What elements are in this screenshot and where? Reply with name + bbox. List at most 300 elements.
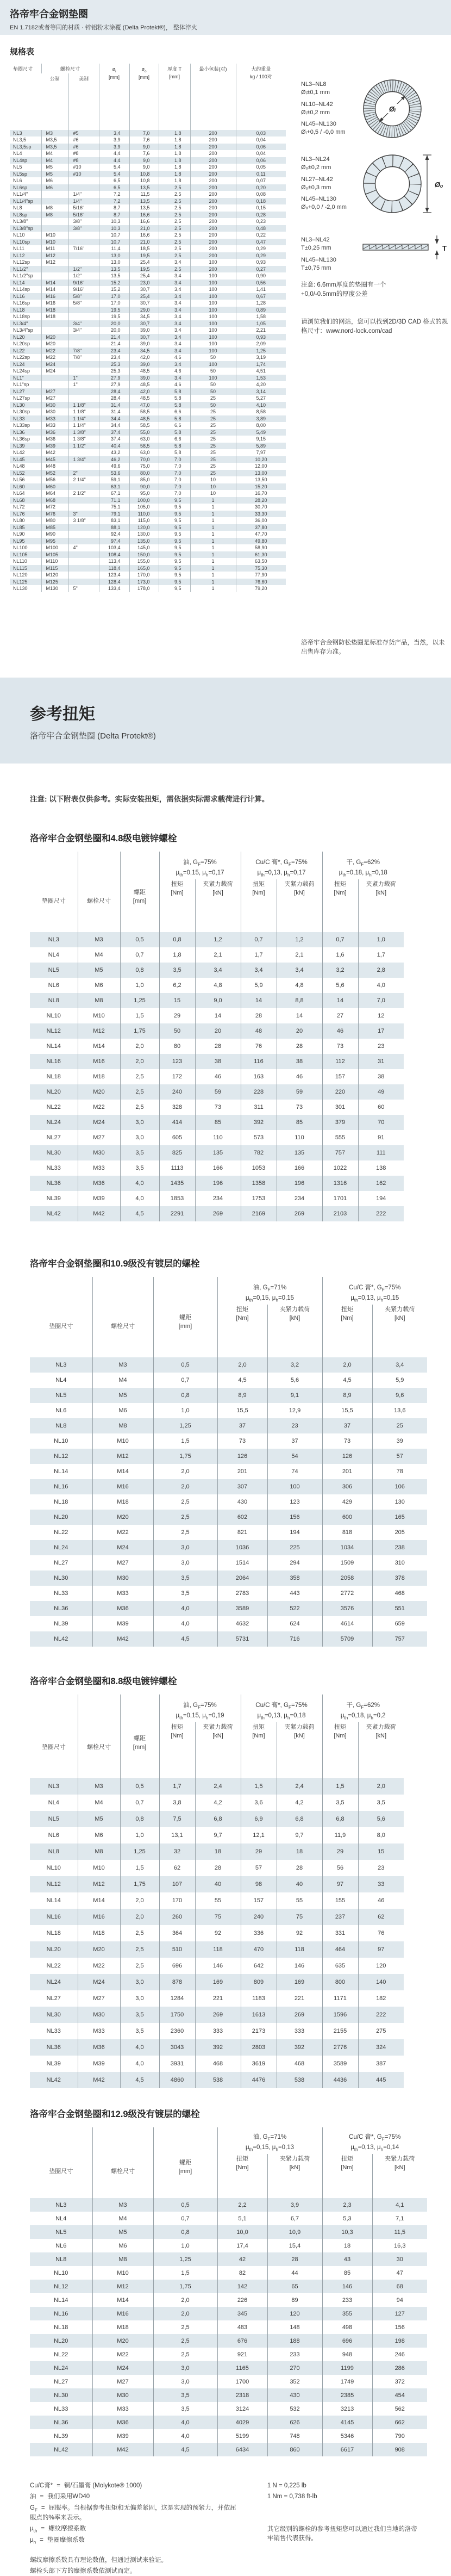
spec-cell: 0,04 (236, 150, 286, 157)
legend-text: 垫圈摩擦系数 (47, 2537, 85, 2544)
torque-cell: 414 (159, 1115, 195, 1130)
spec-cell: 58,90 (236, 544, 286, 551)
torque-cell: M39 (78, 1191, 120, 1206)
spec-cell: 6,6 (159, 436, 190, 443)
torque-cell: 4860 (159, 2072, 195, 2088)
col-pitch: 螺距 [mm] (153, 2127, 217, 2198)
torque-cell: 878 (159, 1974, 195, 1990)
spec-row (10, 565, 286, 572)
torque-cell: M20 (78, 1084, 120, 1100)
lubricant-name: Cu/C 膏* (349, 1284, 374, 1292)
torque-cell: 3,5 (159, 963, 195, 978)
torque-cell: M16 (78, 1909, 120, 1925)
spec-cell: 13,0 (99, 259, 129, 266)
torque-row (30, 2334, 427, 2348)
torque-cell: 49 (358, 1084, 404, 1100)
torque-cell: 498 (322, 2320, 372, 2334)
spec-row (10, 266, 286, 273)
group-line2: $\mu_{th}=0,15$, $\mu_h=0,15$ (245, 1294, 295, 1302)
torque-cell: 551 (372, 1601, 427, 1616)
group-line1: 干, $G_F=62\%$ (346, 859, 380, 867)
torque-cell: 10,3 (322, 2225, 372, 2239)
spec-cell: 200 (190, 245, 236, 252)
torque-cell: 2,2 (217, 2198, 267, 2212)
spec-cell: 100 (190, 300, 236, 307)
torque-cell: 5346 (322, 2429, 372, 2443)
spec-cell: 1,8 (159, 150, 190, 157)
spec-cell (68, 463, 99, 470)
torque-table-section-88 (30, 1674, 451, 2088)
spec-cell: 10 (190, 476, 236, 483)
torque-cell: 1,5 (153, 1433, 217, 1449)
torque-cell: 18 (277, 1843, 322, 1860)
spec-cell: 1 1/2" (68, 443, 99, 450)
torque-cell: 3589 (322, 2056, 358, 2072)
spec-cell: 200 (190, 144, 236, 151)
torque-cell: 662 (372, 2416, 427, 2429)
torque-cell: 110 (195, 1130, 241, 1145)
torque-cell: M6 (78, 1827, 120, 1843)
torque-cell: 73 (277, 1100, 322, 1115)
torque-row (30, 2023, 404, 2039)
spec-cell: NL1/4" (13, 191, 28, 197)
torque-row (30, 1586, 427, 1601)
spec-cell: 100 (190, 340, 236, 347)
torque-cell: 8,9 (322, 1388, 372, 1403)
torque-cell: 483 (217, 2320, 267, 2334)
spec-cell: NL14sp (13, 287, 30, 293)
equals-sign: = (41, 2504, 45, 2511)
torque-cell: 234 (277, 1191, 322, 1206)
spec-cell: NL5 (13, 164, 22, 170)
torque-cell: 246 (372, 2348, 427, 2361)
spec-cell: 5,89 (236, 443, 286, 450)
spec-cell: 5,8 (159, 395, 190, 402)
spec-cell: M11 (41, 245, 68, 252)
torque-cell: M33 (78, 1160, 120, 1176)
torque-cell: 555 (322, 1130, 358, 1145)
torque-cell: 522 (267, 1601, 322, 1616)
torque-row (30, 1811, 404, 1827)
spec-cell: 5" (68, 585, 99, 592)
torque-cell: 468 (372, 1586, 427, 1601)
torque-cell: NL10 (54, 2269, 68, 2276)
col-torque: 扭矩 [Nm] (159, 1722, 195, 1778)
torque-cell: 4,0 (153, 1616, 217, 1631)
spec-cell: NL56 (13, 477, 25, 483)
torque-cell: NL18 (46, 1930, 61, 1936)
torque-cell: NL14 (54, 2296, 68, 2304)
torque-cell: M22 (78, 1958, 120, 1974)
spec-row (10, 381, 286, 388)
spec-row (10, 198, 286, 205)
spec-cell: NL33 (13, 415, 25, 421)
torque-row (30, 1540, 427, 1555)
col-thickness: 厚度 T [mm] (159, 64, 190, 130)
torque-cell: M42 (92, 2443, 153, 2456)
torque-cell: NL3 (55, 1362, 67, 1368)
lubrication-group-header (217, 1277, 322, 1305)
torque-row (30, 1631, 427, 1647)
lubrication-group-header (322, 852, 404, 879)
torque-cell: 4,0 (120, 1176, 159, 1191)
torque-cell: 60 (358, 1100, 404, 1115)
torque-cell: 156 (372, 2320, 427, 2334)
spec-cell (68, 388, 99, 395)
spec-cell: #8 (68, 150, 99, 157)
torque-cell: 85 (195, 1115, 241, 1130)
spec-cell: 1 (190, 538, 236, 545)
spec-cell: 9,5 (159, 579, 190, 586)
torque-row (30, 2307, 427, 2320)
torque-cell: 2,1 (195, 947, 241, 963)
spec-cell: 200 (190, 212, 236, 219)
conversion-line: 1 Nm = 0,738 ft-lb (267, 2493, 317, 2500)
torque-cell: NL5 (48, 1816, 59, 1822)
spec-cell: 10,7 (99, 239, 129, 246)
col-outer-diameter: $ø_o$ [mm] (129, 64, 159, 130)
spec-cell (68, 538, 99, 545)
torque-cell: 40 (195, 1876, 241, 1892)
lubricant-name: 油 (183, 1702, 190, 1709)
col-pitch: 螺距 [mm] (153, 1277, 217, 1357)
torque-row (30, 2056, 404, 2072)
torque-cell: M12 (92, 1449, 153, 1464)
spec-cell: NL1/2" (13, 266, 28, 272)
spec-row (10, 483, 286, 491)
spec-cell: NL8sp (13, 212, 28, 218)
torque-cell: M27 (78, 1130, 120, 1145)
tolerance-value: Øᵢ±0,2 mm (301, 109, 330, 116)
torque-row (30, 2348, 427, 2361)
spec-cell: 21,4 (99, 340, 129, 347)
torque-table-109 (30, 1277, 427, 1647)
col-washer-size: 垫圈尺寸 (41, 1744, 66, 1751)
torque-cell: 4145 (322, 2416, 372, 2429)
torque-cell: 532 (267, 2402, 322, 2416)
torque-row (30, 1176, 404, 1191)
spec-cell: 0,05 (236, 164, 286, 171)
yield-ratio: 75% (204, 859, 217, 866)
spec-row (10, 558, 286, 565)
spec-cell: 18,5 (129, 245, 159, 252)
spec-cell: 1,8 (159, 164, 190, 171)
torque-cell: 126 (217, 1449, 267, 1464)
spec-row (10, 320, 286, 327)
mu-thread: 0,18 (349, 869, 362, 876)
torque-cell: 112 (322, 1054, 358, 1069)
torque-cell: M10 (78, 1008, 120, 1023)
torque-cell: NL6 (55, 2242, 67, 2249)
spec-cell: NL36 (13, 429, 25, 435)
torque-cell: 860 (267, 2443, 322, 2456)
torque-cell: 42 (217, 2252, 267, 2266)
torque-cell: M30 (78, 1145, 120, 1160)
spec-cell: 0,07 (236, 177, 286, 184)
spec-cell: 100 (190, 320, 236, 327)
spec-cell: 100 (190, 272, 236, 280)
torque-cell: 1284 (159, 1990, 195, 2007)
spec-row (10, 436, 286, 443)
spec-cell: 47,0 (129, 402, 159, 409)
spec-cell: M22 (41, 347, 68, 355)
col-clamp-load: 夹紧力载荷 [kN] (195, 879, 241, 932)
torque-cell: NL30 (46, 2012, 61, 2018)
spec-row (10, 177, 286, 184)
spec-cell: 1 (190, 544, 236, 551)
spec-cell: 2" (68, 470, 99, 477)
spec-cell: NL18 (13, 307, 25, 313)
torque-cell: 6,8 (277, 1811, 322, 1827)
torque-cell: 1034 (322, 1540, 372, 1555)
torque-cell: 372 (372, 2375, 427, 2388)
torque-cell: 33 (358, 1876, 404, 1892)
spec-cell: 3,4 (159, 340, 190, 347)
torque-cell: 0,8 (153, 1388, 217, 1403)
lubricant-name: 油 (183, 859, 190, 866)
torque-row (30, 2072, 404, 2088)
torque-cell: M20 (92, 1510, 153, 1525)
torque-cell: 336 (241, 1925, 277, 1941)
spec-cell (68, 395, 99, 402)
torque-cell: 97 (322, 1876, 358, 1892)
tolerance-entry (301, 195, 359, 212)
torque-row (30, 1990, 404, 2007)
spec-cell: M33 (41, 415, 68, 423)
torque-row (30, 2280, 427, 2293)
torque-cell: 91 (358, 1130, 404, 1145)
torque-cell: 85 (322, 2266, 372, 2280)
spec-cell: 2,09 (236, 340, 286, 347)
tolerance-entry (301, 80, 359, 97)
spec-row (10, 470, 286, 477)
torque-row (30, 2429, 427, 2443)
torque-cell: 29 (241, 1843, 277, 1860)
torque-cell: 2103 (322, 1206, 358, 1221)
spec-cell: M16 (41, 300, 68, 307)
torque-cell: 5,6 (322, 978, 358, 993)
spec-cell: 11,5 (129, 191, 159, 198)
page-header (0, 0, 451, 35)
group-line2: $\mu_{th}=0,13$, $\mu_h=0,14$ (350, 2144, 399, 2152)
spec-cell: M20 (41, 340, 68, 347)
spec-cell: 150,0 (129, 551, 159, 558)
torque-cell: 226 (217, 2293, 267, 2307)
torque-cell: 146 (195, 1958, 241, 1974)
spec-cell: 200 (190, 252, 236, 259)
spec-cell (68, 184, 99, 191)
torque-cell: 14 (195, 1008, 241, 1023)
torque-row (30, 1008, 404, 1023)
torque-cell: 696 (159, 1958, 195, 1974)
torque-cell: NL22 (46, 1963, 61, 1969)
torque-cell: 3,9 (267, 2198, 322, 2212)
legend-term: μ (30, 2537, 34, 2544)
col-weight: 大约重量 kg / 100对 (236, 64, 286, 130)
torque-cell: 676 (217, 2334, 267, 2348)
torque-table-section-48 (30, 831, 451, 1221)
torque-cell: NL8 (55, 1423, 67, 1429)
spec-row (10, 144, 286, 151)
spec-row (10, 218, 286, 225)
spec-cell (68, 551, 99, 558)
spec-row (10, 354, 286, 361)
torque-cell: 37 (322, 1418, 372, 1433)
torque-row (30, 1100, 404, 1115)
torque-cell: 269 (195, 2007, 241, 2023)
torque-cell: 0,8 (120, 963, 159, 978)
col-clamp-load: 夹紧力载荷 [kN] (195, 1722, 241, 1778)
torque-cell: NL42 (54, 1636, 68, 1642)
torque-cell: M27 (92, 2375, 153, 2388)
torque-cell: M22 (92, 2348, 153, 2361)
torque-cell: 156 (267, 1510, 322, 1525)
torque-cell: 7,1 (372, 2212, 427, 2225)
spec-row (10, 307, 286, 314)
spec-cell: 1,53 (236, 375, 286, 382)
spec-cell: NL8 (13, 205, 22, 211)
spec-cell: 1 (190, 504, 236, 511)
spec-cell: NL3 (13, 130, 22, 136)
torque-cell: 222 (358, 2007, 404, 2023)
torque-cell: 2,8 (358, 963, 404, 978)
torque-cell: NL24 (46, 1979, 61, 1985)
torque-cell: 28 (267, 2252, 322, 2266)
spec-cell: 34,4 (99, 422, 129, 429)
torque-cell: 32 (159, 1843, 195, 1860)
spec-cell: 1 (190, 572, 236, 579)
spec-cell: 3,4 (159, 313, 190, 320)
spec-cell: 105,0 (129, 504, 159, 511)
spec-cell: 1 3/8" (68, 436, 99, 443)
spec-cell: 50 (190, 354, 236, 361)
spec-cell: 21,0 (129, 239, 159, 246)
torque-cell: M10 (92, 1433, 153, 1449)
spec-row (10, 150, 286, 157)
spec-cell: NL1/2"sp (13, 273, 33, 279)
mu-head: 0,17 (212, 869, 224, 876)
spec-cell: 5,27 (236, 395, 286, 402)
spec-cell: 10,8 (129, 177, 159, 184)
spec-row (10, 429, 286, 436)
torque-cell: M33 (92, 2402, 153, 2416)
spec-cell: 59,1 (99, 476, 129, 483)
spec-cell: M33 (41, 422, 68, 429)
torque-cell: 169 (195, 1974, 241, 1990)
torque-cell: 2,5 (153, 1525, 217, 1540)
torque-cell: 12 (358, 1008, 404, 1023)
torque-table-section-109 (30, 1256, 451, 1647)
page-subtitle: EN 1.7182或者等同的材质 · 锌铝粉末涂覆 (Delta Protekt®)， 整体淬火 (10, 24, 197, 31)
torque-cell: 269 (277, 2007, 322, 2023)
spec-row (10, 572, 286, 579)
spec-cell: 42,0 (129, 354, 159, 361)
torque-cell: NL39 (54, 2432, 68, 2440)
spec-cell: 0,23 (236, 218, 286, 225)
spec-row (10, 252, 286, 259)
spec-cell: 1,8 (159, 136, 190, 144)
spec-cell: 130,0 (129, 531, 159, 538)
torque-cell: M8 (92, 1418, 153, 1433)
spec-cell: 135,0 (129, 538, 159, 545)
spec-cell: 0,48 (236, 225, 286, 232)
spec-cell: 39,0 (129, 327, 159, 334)
torque-cell: 15,5 (322, 1403, 372, 1418)
spec-row (10, 239, 286, 246)
torque-cell: 6,9 (241, 1811, 277, 1827)
torque-cell: 97 (358, 1941, 404, 1958)
torque-cell: 182 (358, 1990, 404, 2007)
torque-cell: 73 (217, 1433, 267, 1449)
torque-cell: 196 (195, 1176, 241, 1191)
torque-cell: 392 (241, 1115, 277, 1130)
torque-cell: 1,75 (120, 1876, 159, 1892)
spec-cell: NL33sp (13, 423, 30, 429)
col-pitch: 螺距 [mm] (120, 1694, 159, 1778)
col-torque: 扭矩 [Nm] (241, 879, 277, 932)
torque-cell: M16 (92, 2307, 153, 2320)
torque-cell: 260 (159, 1909, 195, 1925)
torque-table-title: 洛帝牢合金钢垫圈和10.9级没有镀层的螺栓 (30, 1259, 200, 1269)
spec-cell: 1,58 (236, 313, 286, 320)
torque-cell: M24 (92, 2361, 153, 2375)
spec-cell: M18 (41, 313, 68, 320)
torque-cell: 162 (358, 1176, 404, 1191)
spec-cell: 100 (190, 347, 236, 355)
spec-cell: 5,4 (99, 164, 129, 171)
torque-cell: NL30 (54, 2392, 68, 2399)
torque-cell: 269 (195, 1206, 241, 1221)
legend-list (30, 2481, 241, 2546)
torque-cell: M8 (92, 2252, 153, 2266)
conversion-line: 1 N = 0,225 lb (267, 2482, 306, 2489)
spec-cell: 8,7 (99, 204, 129, 212)
torque-cell: 324 (358, 2039, 404, 2056)
group-line1: Cu/C 膏*, $G_F=75\%$ (349, 1284, 401, 1293)
torque-row (30, 1925, 404, 1941)
torque-row (30, 2375, 427, 2388)
spec-cell: NL36sp (13, 436, 30, 442)
torque-cell: 624 (267, 1616, 322, 1631)
torque-row (30, 2293, 427, 2307)
spec-cell: 7,0 (159, 456, 190, 463)
torque-cell: 40 (277, 1876, 322, 1892)
torque-cell: 120 (267, 2307, 322, 2320)
spec-cell: 37,4 (99, 429, 129, 436)
spec-cell: 200 (190, 239, 236, 246)
torque-cell: M6 (92, 1403, 153, 1418)
spec-cell: 0,08 (236, 191, 286, 198)
spec-cell: 200 (190, 225, 236, 232)
spec-row (10, 280, 286, 287)
torque-cell: 1749 (322, 2375, 372, 2388)
spec-cell: 3/8" (68, 218, 99, 225)
spec-cell: M80 (41, 517, 68, 524)
spec-cell: M48 (41, 463, 68, 470)
torque-cell: 4,5 (153, 1631, 217, 1647)
torque-row (30, 2252, 427, 2266)
torque-cell: 4,5 (120, 2072, 159, 2088)
spec-cell: M42 (41, 449, 68, 456)
spec-cell: NL125 (13, 579, 28, 585)
torque-cell: NL16 (46, 1058, 61, 1065)
legend-entry (30, 2536, 241, 2546)
spec-cell: M125 (41, 579, 68, 586)
torque-cell: 1596 (322, 2007, 358, 2023)
spec-cell: NL3,5sp (13, 144, 32, 150)
tolerance-range: NL3–NL8 (301, 81, 327, 88)
spec-section (0, 35, 451, 673)
